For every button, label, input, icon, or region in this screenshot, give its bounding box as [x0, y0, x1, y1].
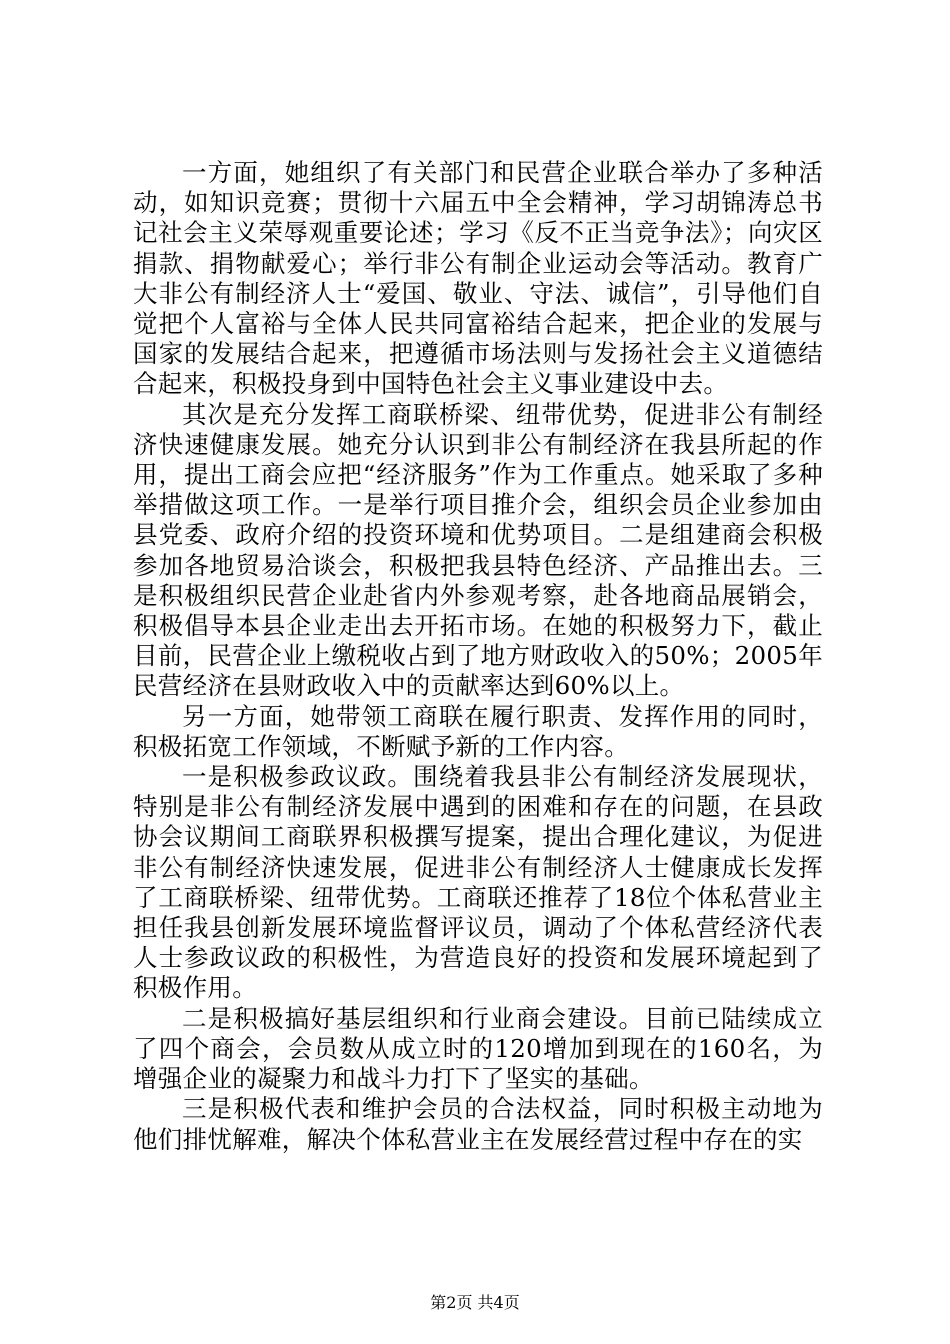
paragraph: 二是积极搞好基层组织和行业商会建设。目前已陆续成立了四个商会，会员数从成立时的120增加到现在的160名，为增强企业的凝聚力和战斗力打下了坚实的基础。	[133, 1003, 823, 1094]
paragraph: 其次是充分发挥工商联桥梁、纽带优势，促进非公有制经济快速健康发展。她充分认识到非公有制经济在我县所起的作用，提出工商会应把“经济服务”作为工作重点。她采取了多种举措做这项工作。一是举行项目推介会，组织会员企业参加由县党委、政府介绍的投资环境和优势项目。二是组建商会积极参加各地贸易洽谈会，积极把我县特色经济、产品推出去。三是积极组织民营企业赴省内外参观考察，赴各地商品展销会，积极倡导本县企业走出去开拓市场。在她的积极努力下，截止目前，民营企业上缴税收占到了地方财政收入的50%；2005年民营经济在县财政收入中的贡献率达到60%以上。	[133, 399, 823, 701]
paragraph: 另一方面，她带领工商联在履行职责、发挥作用的同时，积极拓宽工作领域，不断赋予新的工作内容。	[133, 701, 823, 761]
paragraph: 三是积极代表和维护会员的合法权益，同时积极主动地为他们排忧解难，解决个体私营业主在发展经营过程中存在的实	[133, 1094, 823, 1154]
page-number-footer: 第2页 共4页	[430, 1293, 520, 1312]
document-body	[133, 158, 823, 1155]
paragraph: 一方面，她组织了有关部门和民营企业联合举办了多种活动，如知识竞赛；贯彻十六届五中全会精神，学习胡锦涛总书记社会主义荣辱观重要论述；学习《反不正当竞争法》；向灾区捐款、捐物献爱心；举行非公有制企业运动会等活动。教育广大非公有制经济人士“爱国、敬业、守法、诚信”，引导他们自觉把个人富裕与全体人民共同富裕结合起来，把企业的发展与国家的发展结合起来，把遵循市场法则与发扬社会主义道德结合起来，积极投身到中国特色社会主义事业建设中去。	[133, 158, 823, 399]
paragraph: 一是积极参政议政。围绕着我县非公有制经济发展现状，特别是非公有制经济发展中遇到的困难和存在的问题，在县政协会议期间工商联界积极撰写提案，提出合理化建议，为促进非公有制经济快速发展，促进非公有制经济人士健康成长发挥了工商联桥梁、纽带优势。工商联还推荐了18位个体私营业主担任我县创新发展环境监督评议员，调动了个体私营经济代表人士参政议政的积极性，为营造良好的投资和发展环境起到了积极作用。	[133, 762, 823, 1003]
